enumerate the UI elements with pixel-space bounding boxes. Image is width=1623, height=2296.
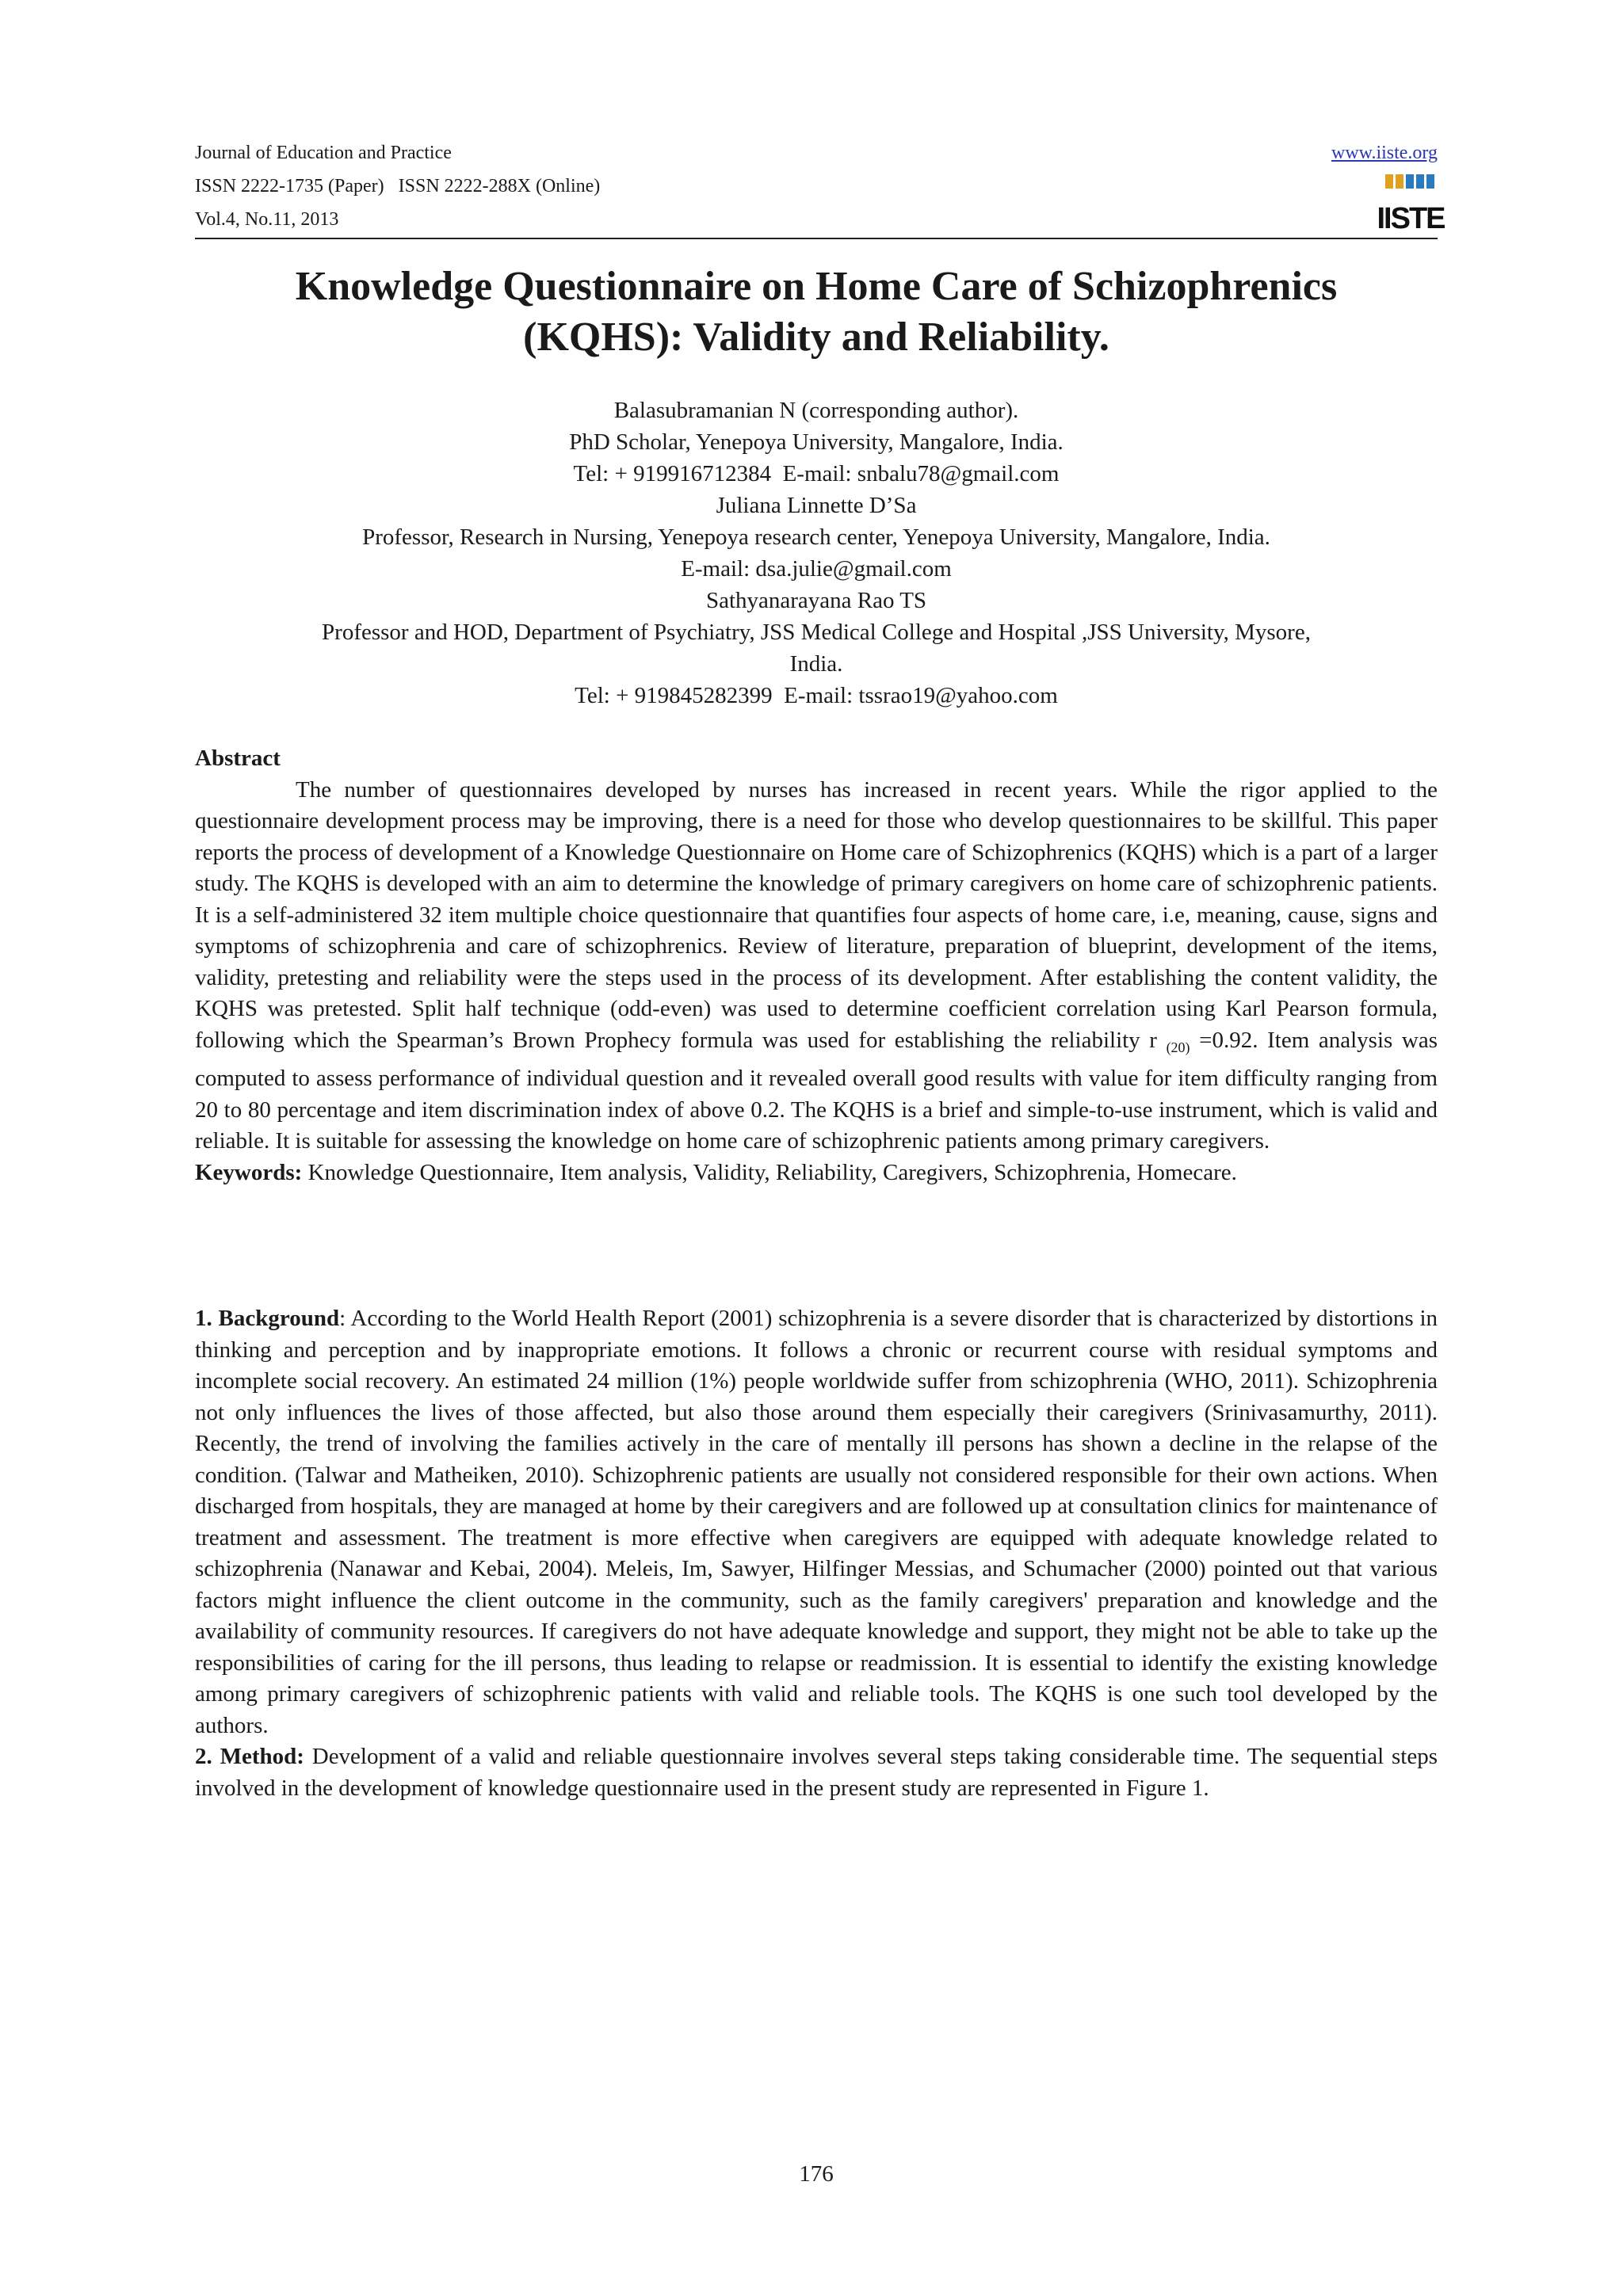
abstract-subscript: (20) bbox=[1166, 1039, 1190, 1055]
header-rule bbox=[195, 238, 1438, 239]
author-line: Professor and HOD, Department of Psychiatry, JSS Medical College and Hospital ,JSS University, Mysore, bbox=[322, 620, 1311, 645]
author-line: Balasubramanian N (corresponding author). bbox=[613, 398, 1019, 423]
method-label: 2. Method: bbox=[195, 1744, 304, 1769]
background-label: 1. Background bbox=[195, 1306, 340, 1331]
title-line-1: Knowledge Questionnaire on Home Care of Schizophrenics bbox=[295, 264, 1338, 309]
author-line: E-mail: dsa.julie@gmail.com bbox=[681, 556, 952, 582]
page-number: 176 bbox=[799, 2161, 834, 2187]
author-line: India. bbox=[789, 651, 843, 677]
author-line: PhD Scholar, Yenepoya University, Mangalore, India. bbox=[569, 429, 1064, 455]
journal-header bbox=[195, 136, 1445, 239]
author-line: Juliana Linnette D’Sa bbox=[716, 493, 917, 518]
journal-name: Journal of Education and Practice bbox=[195, 143, 452, 163]
abstract-body bbox=[195, 775, 1438, 1158]
keywords-label: Keywords: bbox=[195, 1159, 303, 1185]
journal-website-link[interactable]: www.iiste.org bbox=[1331, 143, 1438, 163]
method-text: Development of a valid and reliable questionnaire involves several steps taking considerable time. The sequential steps involved in the development of knowledge questionnaire used in the present study are represented in Figure 1. bbox=[195, 1744, 1438, 1801]
journal-issn: ISSN 2222-1735 (Paper) ISSN 2222-288X (Online) bbox=[195, 176, 601, 196]
method-paragraph bbox=[195, 1741, 1438, 1804]
background-section bbox=[195, 1303, 1438, 1804]
header-right bbox=[1331, 136, 1438, 170]
background-text: : According to the World Health Report (2001) schizophrenia is a severe disorder that is characterized by distortions in thinking and perception and by inappropriate emotions. It follows a chronic or recurrent course with residual symptoms and incomplete social recovery. An estimated 24 million (1%) people worldwide suffer from schizophrenia (WHO, 2011). Schizophrenia not only influences the lives of those affected, but also those around them especially their caregivers (Srinivasamurthy, 2011). Recently, the trend of involving the families actively in the care of mentally ill persons has shown a decline in the relapse of the condition. (Talwar and Matheiken, 2010). Schizophrenic patients are usually not considered responsible for their own actions. When discharged from hospitals, they are managed at home by their caregivers and are followed up at consultation clinics for maintenance of treatment and assessment. The treatment is more effective when caregivers are equipped with adequate knowledge related to schizophrenia (Nanawar and Kebai, 2004). Meleis, Im, Sawyer, Hilfinger Messias, and Schumacher (2000) pointed out that various factors might influence the client outcome in the community, such as the family caregivers' preparation and knowledge and the availability of community resources. If caregivers do not have adequate knowledge and support, they might not be able to take up the responsibilities of caring for the ill persons, thus leading to relapse or readmission. It is essential to identify the existing knowledge among primary caregivers of schizophrenic patients with valid and reliable tools. The KQHS is one such tool developed by the authors. bbox=[195, 1306, 1438, 1738]
author-line: Sathyanarayana Rao TS bbox=[705, 588, 927, 613]
logo-text: IISTE bbox=[1377, 202, 1445, 235]
abstract-section bbox=[195, 743, 1438, 1188]
abstract-text-part-1: The number of questionnaires developed by nurses has increased in recent years. While the rigor applied to the questionnaire development process may be improving, there is a need for those who develop questionnaires to be skillful. This paper reports the process of development of a Knowledge Questionnaire on Home care of Schizophrenics (KQHS) which is a part of a larger study. The KQHS is developed with an aim to determine the knowledge of primary caregivers on home care of schizophrenic patients. It is a self-administered 32 item multiple choice questionnaire that quantifies four aspects of home care, i.e, meaning, cause, signs and symptoms of schizophrenia and care of schizophrenics. Review of literature, preparation of blueprint, development of the items, validity, pretesting and reliability were the steps used in the process of its development. After establishing the content validity, the KQHS was pretested. Split half technique (odd-even) was used to determine coefficient correlation using Karl Pearson formula, following which the Spearman’s Brown Prophecy formula was used for establishing the reliability r bbox=[195, 776, 1438, 1053]
author-line: Tel: + 919916712384 E-mail: snbalu78@gmail.com bbox=[573, 461, 1060, 486]
author-block bbox=[195, 395, 1438, 711]
iiste-logo-icon bbox=[1377, 171, 1445, 235]
journal-volume: Vol.4, No.11, 2013 bbox=[195, 209, 339, 230]
keywords-text: Knowledge Questionnaire, Item analysis, Validity, Reliability, Caregivers, Schizophrenia, Homecare. bbox=[302, 1159, 1237, 1185]
abstract-text-part-2: =0.92. Item analysis was computed to assess performance of individual question and it revealed overall good results with value for item difficulty ranging from 20 to 80 percentage and item discrimination index of above 0.2. The KQHS is a brief and simple-to-use instrument, which is valid and reliable. It is suitable for assessing the knowledge on home care of schizophrenic patients among primary caregivers. bbox=[195, 1027, 1438, 1154]
abstract-heading: Abstract bbox=[195, 746, 281, 771]
author-line: Tel: + 919845282399 E-mail: tssrao19@yahoo.com bbox=[575, 683, 1058, 708]
title-line-2: (KQHS): Validity and Reliability. bbox=[523, 315, 1109, 360]
background-paragraph bbox=[195, 1303, 1438, 1741]
keywords bbox=[195, 1158, 1438, 1189]
author-line: Professor, Research in Nursing, Yenepoya research center, Yenepoya University, Mangalore, India. bbox=[362, 524, 1270, 550]
paper-title bbox=[195, 261, 1438, 363]
